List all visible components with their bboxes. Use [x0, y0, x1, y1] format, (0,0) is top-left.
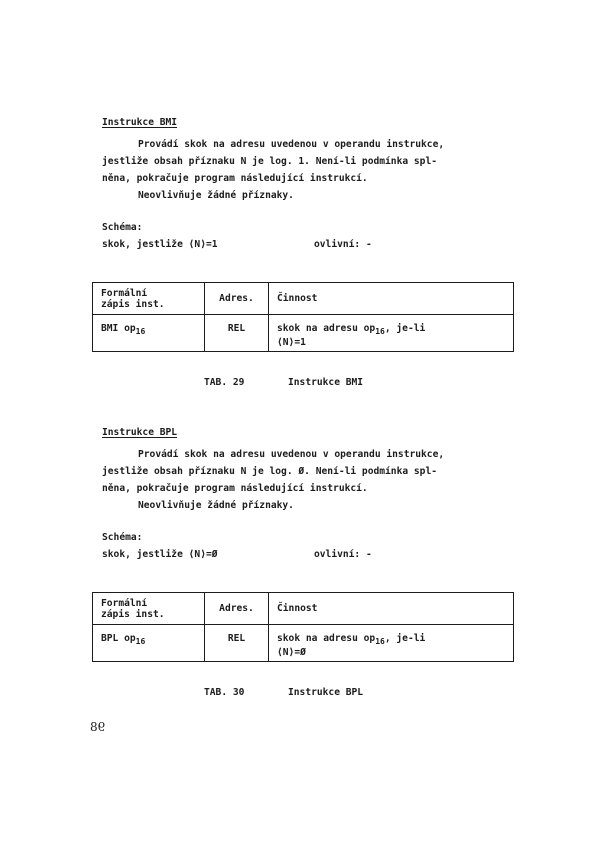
description-bpl: [102, 446, 512, 514]
section-heading-bmi: Instrukce BMI: [102, 117, 178, 128]
cell-action: skok na adresu $op_{16}$, je-li ⟨N⟩=Ø: [269, 625, 514, 662]
description-line: jestliže obsah příznaku N je log. Ø. Není-li podmínka spl-: [102, 466, 438, 477]
table-caption-title: Instrukce BMI: [288, 377, 364, 388]
table-row: [93, 315, 514, 352]
header-cell-addressing: Adres.: [205, 283, 269, 315]
cell-action: skok na adresu $op_{16}$, je-li ⟨N⟩=1: [269, 315, 514, 352]
instruction-table-bpl: [92, 592, 514, 662]
cell-mnemonic: BPL $op_{16}$: [93, 625, 205, 662]
description-line: něna, pokračuje program následující instrukcí.: [102, 483, 368, 494]
description-line: Provádí skok na adresu uvedenou v operandu instrukce,: [138, 139, 445, 150]
schema-flags: ovlivní: -: [314, 239, 372, 250]
page-number: 98: [90, 720, 106, 734]
table-row: [93, 625, 514, 662]
cell-addressing: REL: [205, 625, 269, 662]
header-cell-addressing: Adres.: [205, 593, 269, 625]
section-heading-bpl: Instrukce BPL: [102, 427, 178, 438]
header-cell-notation: Formální zápis inst.: [93, 593, 205, 625]
cell-mnemonic: BMI $op_{16}$: [93, 315, 205, 352]
description-line: Neovlivňuje žádné příznaky.: [138, 500, 294, 511]
cell-addressing: REL: [205, 315, 269, 352]
schema-condition: skok, jestliže ⟨N⟩=1: [102, 239, 218, 250]
header-cell-action: Činnost: [269, 283, 514, 315]
schema-flags: ovlivní: -: [314, 549, 372, 560]
description-line: jestliže obsah příznaku N je log. 1. Není-li podmínka spl-: [102, 156, 438, 167]
instruction-table-bmi: [92, 282, 514, 352]
schema-label: Schéma:: [102, 532, 143, 543]
table-caption-title: Instrukce BPL: [288, 687, 364, 698]
table-caption-number: TAB. 29: [204, 377, 245, 388]
description-line: Neovlivňuje žádné příznaky.: [138, 190, 294, 201]
header-cell-action: Činnost: [269, 593, 514, 625]
table-caption-number: TAB. 30: [204, 687, 245, 698]
schema-label: Schéma:: [102, 222, 143, 233]
description-line: Provádí skok na adresu uvedenou v operandu instrukce,: [138, 449, 445, 460]
description-bmi: [102, 136, 512, 204]
schema-condition: skok, jestliže ⟨N⟩=Ø: [102, 549, 218, 560]
table-header-row: [93, 593, 514, 625]
description-line: něna, pokračuje program následující instrukcí.: [102, 173, 368, 184]
header-cell-notation: Formální zápis inst.: [93, 283, 205, 315]
table-header-row: [93, 283, 514, 315]
